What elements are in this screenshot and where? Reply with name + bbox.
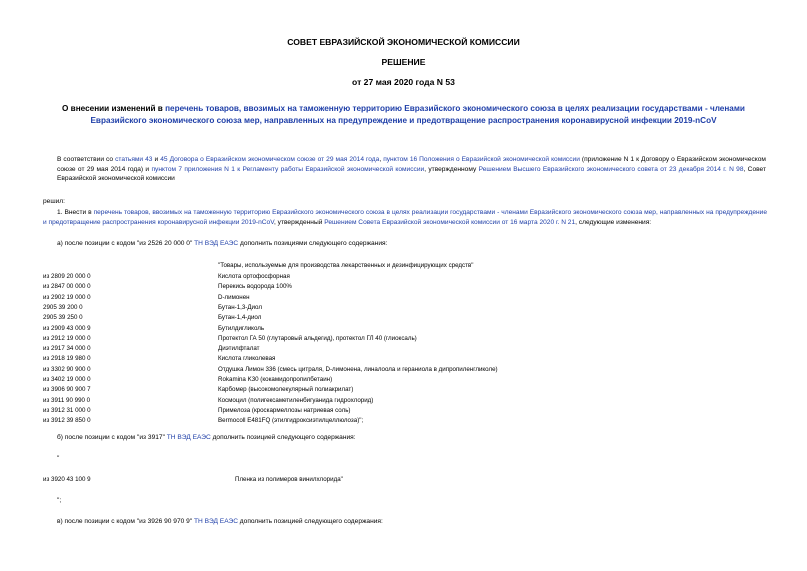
subitem-b-text: б) после позиции с кодом "из 3917" [57,434,167,441]
title-link[interactable]: перечень товаров, ввозимых на таможенную территорию Евразийского экономического союза в целях реализации государствами - членами Евразийского экономического союза мер, направленных на предупреждение и предотвращение распространения коронавирусной инфекции 2019-nCoV [90,104,745,125]
preamble-text-4: (приложение N 1 к Договору о Евразийском экономическом союзе от 29 мая 2014 года) и [57,156,766,173]
item-1-text-3: , следующие изменения: [575,218,652,226]
tn-ved-code: из 2902 19 000 0 [43,293,91,301]
tn-ved-code: 2905 39 250 0 [43,314,83,322]
group-heading: "Товары, используемые для производства лекарственных и дезинфицирующих средств" [218,262,474,269]
subitem-c-text: в) после позиции с кодом "из 3926 90 970 9" [57,518,194,525]
subitem-c [57,518,383,525]
goods-name: Космоцил (полигексаметиленбигуанида гидрохлорид) [218,396,374,404]
table-row [0,366,807,376]
subitem-b [57,434,356,441]
preamble-text-5: , утвержденному [424,165,479,173]
tn-ved-code: из 3920 43 100 9 [43,476,91,483]
goods-name: Перекись водорода 100% [218,283,292,291]
preamble [57,155,766,184]
goods-name: Бутан-1,3-Диол [218,303,262,311]
table-row [0,376,807,386]
tn-ved-code: 2905 39 200 0 [43,303,83,311]
link-commission-regulation[interactable]: пунктом 16 Положения о Евразийской экономической комиссии [383,156,580,163]
tn-ved-code: из 3302 90 900 0 [43,365,91,373]
item-1-text-1: 1. Внести в [57,209,94,216]
title-prefix: О внесении изменений в [62,104,166,113]
goods-name: Пленка из полимеров винилхлорида" [235,476,343,483]
tn-ved-link-c[interactable]: ТН ВЭД ЕАЭС [193,518,238,525]
goods-name: D-лимонен [218,293,250,301]
goods-name: Отдушка Лимон 336 (смесь цитраля, D-лимонена, линалоола и гераниола в дипропиленгликоле) [218,365,498,373]
quote-close: "; [57,497,62,504]
goods-name: Бутан-1,4-диол [218,314,262,322]
tn-ved-code: из 2909 43 000 9 [43,324,91,332]
table-row [0,283,807,293]
table-row [0,294,807,304]
table-row [0,407,807,417]
subitem-a-tail: дополнить позициями следующего содержания: [238,240,388,247]
link-supreme-council-decision[interactable]: Решением Высшего Евразийского экономического совета от 23 декабря 2014 г. N 98 [478,165,744,173]
link-rules-of-procedure[interactable]: пунктом 7 приложения N 1 к Регламенту работы Евразийской экономической комиссии [151,165,425,173]
link-treaty-article-45[interactable]: 45 Договора о Евразийском экономическом союзе от 29 мая 2014 года [160,156,380,163]
item-1-text-2: , утвержденный [274,218,325,226]
table-row [0,335,807,345]
table-row [0,397,807,407]
preamble-text-6: , Совет Евразийской экономической комиссии [57,165,767,183]
goods-name: Кислота гликолевая [218,355,276,363]
subitem-b-tail: дополнить позицией следующего содержания: [210,434,356,441]
table-row [0,304,807,314]
table-row [0,314,807,324]
goods-name: Bermocoll E481FQ (этилгидроксиэтилцеллюлоза)"; [218,417,364,425]
goods-name: Кислота ортофосфорная [218,273,290,280]
quote-open: " [57,455,60,462]
subitem-a [57,240,387,247]
table-row [0,386,807,396]
issuing-body: СОВЕТ ЕВРАЗИЙСКОЙ ЭКОНОМИЧЕСКОЙ КОМИССИИ [287,37,520,47]
tn-ved-code: из 3911 90 990 0 [43,396,91,404]
tn-ved-link-a[interactable]: ТН ВЭД ЕАЭС [194,240,239,247]
document-date: от 27 мая 2020 года N 53 [352,77,455,87]
tn-ved-code: из 2918 19 980 0 [43,355,91,363]
goods-name: Бутилдигликоль [218,324,265,332]
goods-name: Примелоза (кроскармеллозы натриевая соль) [218,406,351,414]
table-row [0,417,807,427]
table-row [0,325,807,335]
link-article-43[interactable]: статьями 43 [115,156,153,163]
table-row [0,355,807,365]
table-row [0,273,807,283]
tn-ved-code: из 3402 19 000 0 [43,376,91,383]
item-1-decision-link[interactable]: Решением Совета Евразийской экономической комиссии от 16 марта 2020 г. N 21 [324,218,576,226]
tn-ved-code: из 2809 20 000 0 [43,273,91,280]
goods-name: Карбомер (высокомолекулярный полиакрилат) [218,386,354,394]
table-row [0,345,807,355]
goods-name: Протектол ГА 50 (глутаровый альдегид), протектол ГЛ 40 (глиоксаль) [218,334,417,342]
item-1-list-link[interactable]: перечень товаров, ввозимых на таможенную территорию Евразийского экономического союза в целях реализации государствами - членами Евразийского экономического союза мер, направленных на предупреждение и предотвращение распространения коронавирусной инфекции 2019-nCoV [43,209,767,226]
tn-ved-link-b[interactable]: ТН ВЭД ЕАЭС [166,434,211,441]
goods-name: Диэтилфталат [218,345,260,353]
tn-ved-code: из 3906 90 900 7 [43,386,91,394]
decided-label: решил: [43,198,65,205]
subitem-c-tail: дополнить позицией следующего содержания: [237,518,383,525]
preamble-text-3: , [379,156,384,163]
tn-ved-code: из 2917 34 000 0 [43,345,91,353]
goods-name: Rokamina K30 (кокамидопропилбетаин) [218,376,333,383]
tn-ved-code: из 2912 19 000 0 [43,334,91,342]
tn-ved-code: из 3912 31 000 0 [43,406,91,414]
document-type: РЕШЕНИЕ [381,57,426,67]
document-title [40,103,767,127]
tn-ved-code: из 3912 39 850 0 [43,417,91,425]
subitem-a-text: а) после позиции с кодом "из 2526 20 000 0" [57,240,195,247]
item-1 [43,208,767,227]
table-row-b [0,476,807,486]
tn-ved-code: из 2847 00 000 0 [43,283,91,291]
preamble-text-2: и [152,156,161,163]
preamble-text-1: В соответствии со [57,156,116,163]
